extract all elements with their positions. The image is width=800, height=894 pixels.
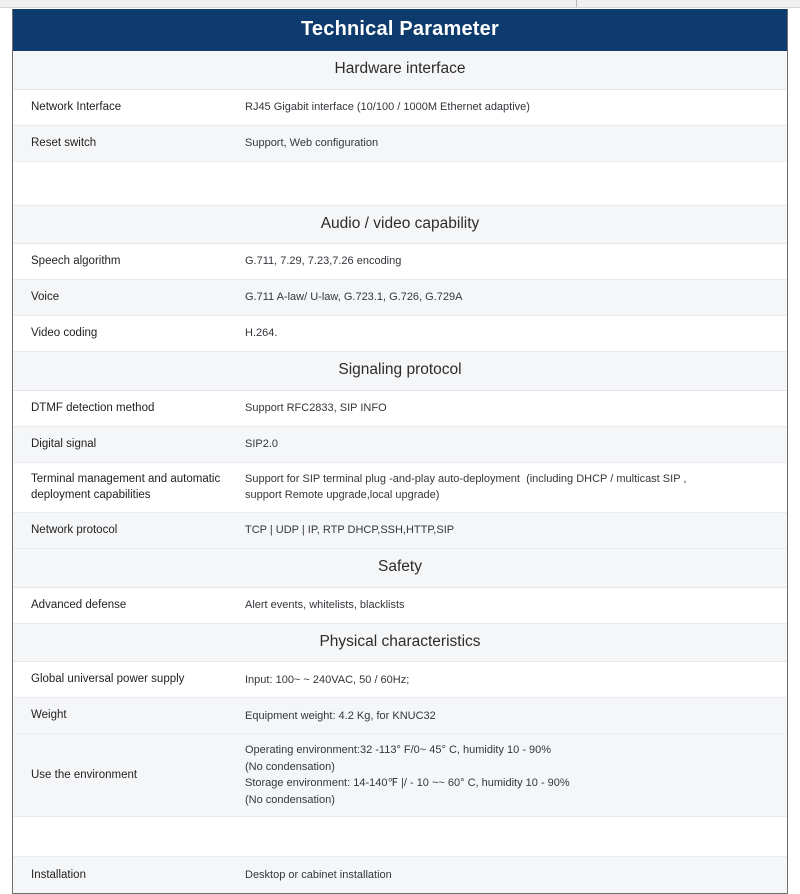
row-label: Reset switch [31, 136, 97, 149]
table-row-spacer [13, 162, 787, 206]
row-label: Digital signal [31, 437, 97, 450]
row-label [13, 829, 241, 845]
table-row [13, 316, 787, 352]
table-row [13, 427, 787, 463]
row-label: Speech algorithm [31, 255, 121, 268]
row-value-line: support Remote upgrade,local upgrade) [245, 489, 440, 502]
table-row-spacer [13, 817, 787, 857]
table-row [13, 698, 787, 734]
table-row [13, 244, 787, 280]
section-header-signaling-protocol: Signaling protocol [13, 352, 787, 391]
technical-parameter-table [12, 9, 788, 894]
row-value: Alert events, whitelists, blacklists [245, 598, 405, 611]
row-value: Input: 100~ ~ 240VAC, 50 / 60Hz; [245, 673, 410, 686]
row-value-line: (No condensation) [245, 760, 335, 773]
row-value: TCP | UDP | IP, RTP DHCP,SSH,HTTP,SIP [245, 524, 455, 537]
row-label: Advanced defense [31, 598, 127, 611]
row-value: Equipment weight: 4.2 Kg, for KNUC32 [245, 709, 436, 722]
table-row [13, 90, 787, 126]
section-header-audio-video-capability: Audio / video capability [13, 206, 787, 245]
row-label: Installation [31, 868, 86, 881]
row-label: Network Interface [31, 100, 122, 113]
row-value: Desktop or cabinet installation [245, 869, 392, 882]
table-row [13, 734, 787, 817]
row-value: Support, Web configuration [245, 136, 379, 149]
table-row [13, 662, 787, 698]
row-value-line: Operating environment:32 -113° F/0~ 45° C, humidity 10 - 90% [245, 744, 552, 757]
row-value [241, 829, 787, 845]
section-header-hardware-interface: Hardware interface [13, 51, 787, 90]
row-label: Weight [31, 709, 67, 722]
row-label: Use the environment [31, 768, 138, 781]
row-value-line: Storage environment: 14-140℉ |/ - 10 ~~ 60° C, humidity 10 - 90% [245, 777, 570, 790]
page-title: Technical Parameter [13, 9, 787, 51]
page-top-edge [0, 0, 800, 8]
row-value: G.711 A-law/ U-law, G.723.1, G.726, G.729A [245, 291, 463, 304]
row-value: SIP2.0 [245, 438, 279, 451]
row-label: Global universal power supply [31, 673, 185, 686]
section-header-safety: Safety [13, 549, 787, 588]
page-top-notch [576, 0, 577, 7]
row-label: Voice [31, 291, 60, 304]
row-label: DTMF detection method [31, 401, 155, 414]
table-row [13, 588, 787, 624]
table-row [13, 857, 787, 893]
row-value [241, 175, 787, 191]
row-value-line: Support for SIP terminal plug -and-play auto-deployment (including DHCP / multicast SIP , [245, 472, 687, 485]
table-row [13, 463, 787, 513]
row-value: H.264. [245, 327, 278, 340]
table-row [13, 126, 787, 162]
row-value: RJ45 Gigabit interface (10/100 / 1000M Ethernet adaptive) [245, 100, 530, 113]
row-label: Video coding [31, 327, 98, 340]
row-value: Support RFC2833, SIP INFO [245, 402, 387, 415]
row-label: Terminal management and automatic deployment capabilities [31, 472, 221, 502]
row-value [241, 463, 787, 512]
row-value-line: (No condensation) [245, 793, 335, 806]
table-row [13, 280, 787, 316]
row-label [13, 175, 241, 191]
row-label: Network protocol [31, 524, 118, 537]
row-value [241, 734, 787, 816]
section-header-physical-characteristics: Physical characteristics [13, 624, 787, 663]
row-value: G.711, 7.29, 7.23,7.26 encoding [245, 255, 402, 268]
table-row [13, 513, 787, 549]
table-row [13, 391, 787, 427]
